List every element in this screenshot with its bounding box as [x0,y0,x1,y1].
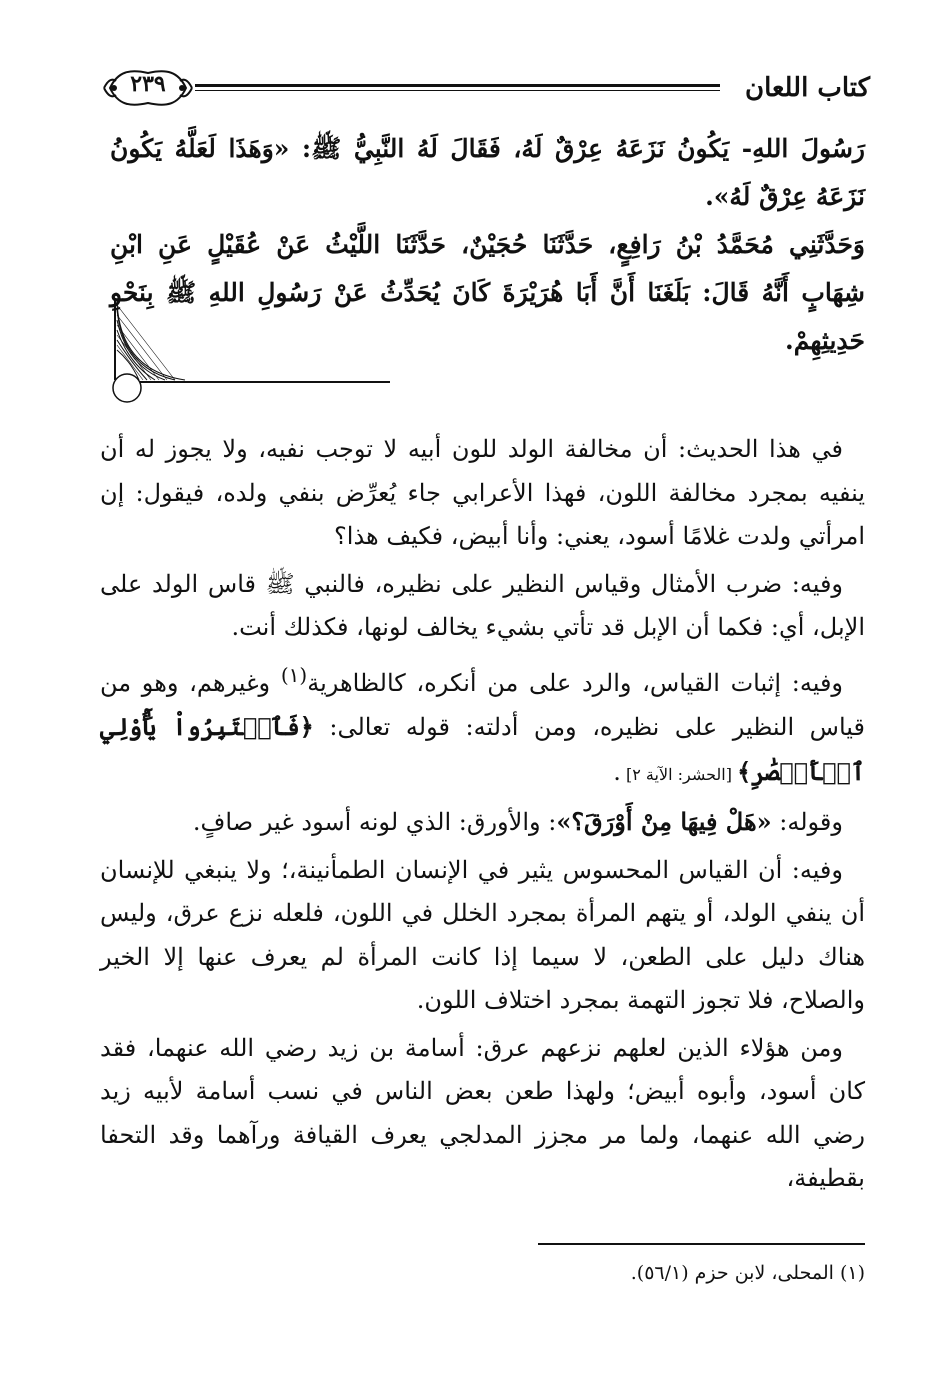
footnote-separator [538,1243,865,1245]
text-run: وفيه: إثبات القياس، والرد على من أنكره، كالظاهرية [307,668,844,697]
commentary-paragraph [100,654,865,797]
hadith-quote: «هَلْ فِيهَا مِنْ أَوْرَقَ؟» [556,807,772,836]
quran-verse: ﴿فَٱعۡتَبِرُواْ يَٰٓأُوْلِي ٱلۡأَبۡصَٰرِ﴾ [100,712,865,786]
header-rule [195,84,720,87]
footnote-ref: (١) [280,662,308,687]
commentary-paragraph: ومن هؤلاء الذين لعلهم نزعهم عرق: أسامة بن زيد رضي الله عنهما، فقد كان أسود، وأبوه أبيض؛ ولهذا طعن بعض الناس في نسب أسامة لأبيه زيد رضي الله عنهما، ولما مر مجزز المدلجي يعرف القيافة ورآهما وقد التحفا بقطيفة، [100,1033,865,1192]
commentary-paragraph: وفيه: ضرب الأمثال وقياس النظير على نظيره، فالنبي ﷺ قاس الولد على الإبل، أي: فكما أن الإبل قد تأتي بشيء يخالف لونها، فكذلك أنت. [100,569,865,641]
text-run: : والأورق: الذي لونه أسود غير صافٍ. [192,808,557,836]
corner-ornament-icon [105,290,395,405]
verse-reference: [الحشر: الآية ٢] [620,764,738,784]
page-header [100,55,870,115]
text-run: . [613,757,621,786]
commentary-paragraph: وفيه: أن القياس المحسوس يثير في الإنسان الطمأنينة،؛ ولا ينبغي للإنسان أن ينفي الولد، أو يتهم المرأة بمجرد الخلل في اللون، فلعله نزع عرق، وليس هناك دليل على الطعن، لا سيما إذا كانت المرأة لم يعرف عنها إلا الخير والصلاح، فلا تجوز التهمة بمجرد اختلاف اللون. [100,855,865,1014]
hadith-paragraph: وَحَدَّثَنِي مُحَمَّدُ بْنُ رَافِعٍ، حَدَّثَنَا حُجَيْنٌ، حَدَّثَنَا اللَّيْثُ عَنْ عُقَيْلٍ عَنِ ابْنِ شِهَابٍ أَنَّهُ قَالَ: بَلَغَنَا أَنَّ أَبَا هُرَيْرَةَ كَانَ يُحَدِّثُ عَنْ رَسُولِ اللهِ ﷺ بِنَحْوِ حَدِيثِهِمْ. [110,230,865,355]
commentary [100,428,865,1205]
footnote: (١) المحلى، لابن حزم (٥٦/١). [630,1262,865,1284]
hadith-paragraph: رَسُولَ اللهِ- يَكُونُ نَزَعَهُ عِرْقٌ لَهُ، فَقَالَ لَهُ النَّبِيُّ ﷺ: «وَهَذَا لَعَلَّهُ يَكُونُ نَزَعَهُ عِرْقٌ لَهُ». [110,134,865,211]
chapter-title: كتاب اللعان [745,73,870,103]
text-run: وغيرهم، وهو من قياس النظير على نظيره، ومن أدلته: قوله تعالى: [100,668,865,741]
text-run: وقوله: [771,808,843,836]
commentary-paragraph [100,800,865,845]
commentary-paragraph: في هذا الحديث: أن مخالفة الولد للون أبيه لا توجب نفيه، ولا يجوز له أن ينفيه بمجرد مخالفة اللون، فهذا الأعرابي جاء يُعرِّض بنفي ولده، فيقول: إن امرأتي ولدت غلامًا أسود، يعني: وأنا أبيض، فكيف هذا؟ [100,435,866,550]
header-rule-thin [195,90,720,91]
page-number: ٢٣٩ [130,71,166,97]
